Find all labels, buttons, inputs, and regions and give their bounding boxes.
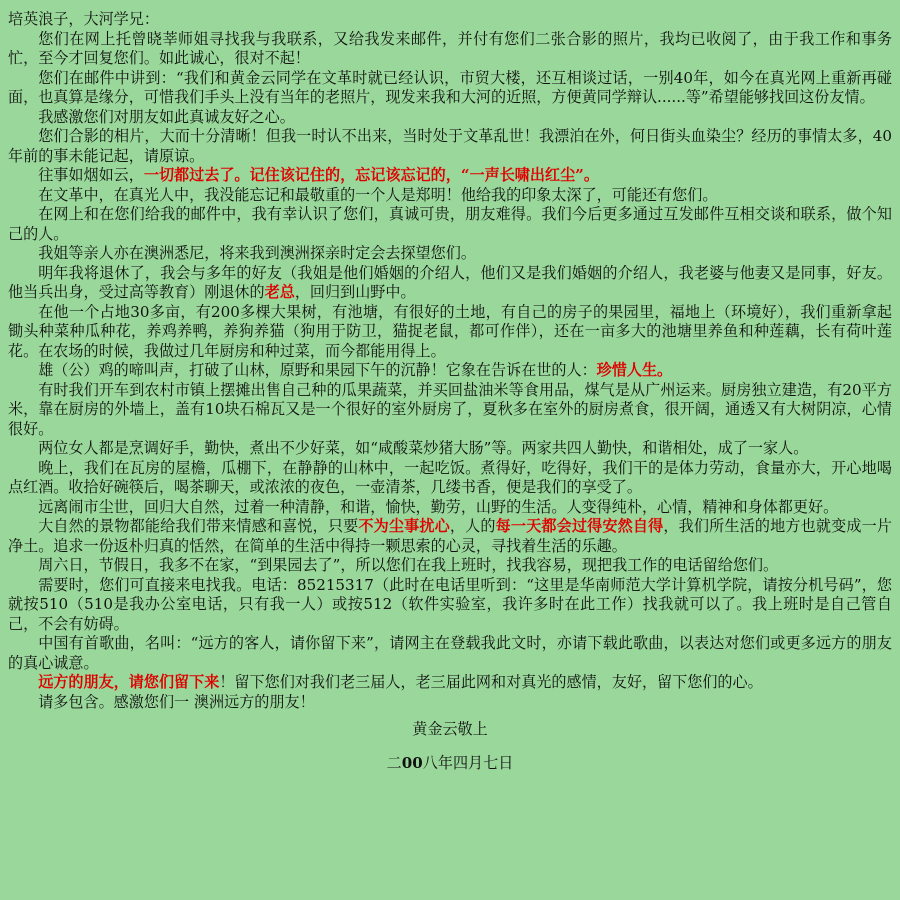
date-prefix: 二 <box>386 753 402 772</box>
paragraph-text: ！留下您们对我们老三届人，老三届此网和对真光的感情，友好，留下您们的心。 <box>219 673 763 691</box>
highlighted-text: 远方的朋友，请您们留下来 <box>38 673 220 691</box>
paragraph <box>8 361 892 381</box>
paragraph-text: 中国有首歌曲，名叫：“远方的客人，请你留下来”，请网主在登载我此文时，亦请下载此歌曲，以表达对您们或更多远方的朋友的真心诚意。 <box>8 634 892 672</box>
paragraph <box>8 30 892 69</box>
highlighted-text: 老总 <box>264 283 295 301</box>
signature: 黄金云敬上 <box>412 720 488 738</box>
paragraph-text: 明年我将退休了，我会与多年的好友（我姐是他们婚姻的介绍人，他们又是我们婚姻的介绍人，我老婆与他妻又是同事，好友。他当兵出身，受过高等教育）刚退休的 <box>8 263 892 301</box>
highlighted-text: 不为尘事扰心 <box>358 517 450 535</box>
paragraph-text: 我感激您们对朋友如此真诚友好之心。 <box>38 107 295 126</box>
paragraph-text: 两位女人都是烹调好手，勤快，煮出不少好菜，如“咸酸菜炒猪大肠”等。两家共四人勤快，和谐相处，成了一家人。 <box>38 439 809 457</box>
paragraph-text: 您们合影的相片，大而十分清晰！但我一时认不出来，当时处于文革乱世！我漂泊在外，何日街头血染尘？经历的事情太多，40年前的事未能记起，请原谅。 <box>8 127 892 165</box>
paragraph <box>8 264 892 303</box>
highlighted-text: 珍惜人生。 <box>596 361 673 379</box>
date-zeros: 00 <box>401 753 423 772</box>
paragraph <box>8 673 892 693</box>
paragraph-text: 您们在邮件中讲到：“我们和黄金云同学在文革时就已经认识，市贸大楼，还互相谈过话，一别40年，如今在真光网上重新再碰面，也真算是缘分，可惜我们手头上没有当年的老照片，现发来我和大河的近照，方便黄同学辩认......等”希望能够找回这份友情。 <box>8 68 892 106</box>
paragraph-text: 请多包含。感激您们一 澳洲远方的朋友！ <box>38 692 315 711</box>
paragraph-text: 需要时，您们可直接来电找我。电话：85215317（此时在电话里听到：“这里是华南师范大学计算机学院，请按分机号码”，您就按510（510是我办公室电话，只有我一人）或按512（软件实验室，我许多时在此工作）找我就可以了。我上班时是自己管自己，不会有妨碍。 <box>8 575 892 633</box>
highlighted-text: 一切都过去了。记住该记住的，忘记该忘记的，“一声长啸出红尘”。 <box>143 166 599 184</box>
letter-paragraphs <box>8 30 892 713</box>
letter-date <box>8 754 892 774</box>
paragraph <box>8 556 892 576</box>
paragraph <box>8 166 892 186</box>
paragraph-text: ，人的 <box>449 517 496 535</box>
paragraph-text: 您们在网上托曾晓莘师姐寻找我与我联系，又给我发来邮件，并付有您们二张合影的照片，我均已收阅了，由于我工作和事务忙，至今才回复您们。如此诚心，很对不起！ <box>8 29 892 67</box>
paragraph-text: 雄（公）鸡的啼叫声，打破了山林，原野和果园下午的沉静！它象在告诉在世的人： <box>38 361 597 379</box>
letter-body <box>8 10 892 773</box>
paragraph-text: 往事如烟如云， <box>38 166 144 184</box>
paragraph-text: 晚上，我们在瓦房的屋檐，瓜棚下，在静静的山林中，一起吃饭。煮得好，吃得好，我们干的是体力劳动，食量亦大，开心地喝点红酒。收拾好碗筷后，喝茶聊天，或浓浓的夜色，一壶清茶，几缕书香，便是我们的享受了。 <box>8 458 892 496</box>
paragraph <box>8 127 892 166</box>
date-suffix: 八年四月七日 <box>422 753 514 772</box>
paragraph-text: 大自然的景物都能给我们带来情感和喜悦，只要 <box>38 517 359 535</box>
paragraph <box>8 69 892 108</box>
paragraph <box>8 459 892 498</box>
paragraph-text: 在文革中，在真光人中，我没能忘记和最敬重的一个人是郑明！他给我的印象太深了，可能还有您们。 <box>38 185 718 204</box>
paragraph <box>8 634 892 673</box>
paragraph-text: 远离闹市尘世，回归大自然，过着一种清静，和谐，愉快，勤劳，山野的生活。人变得纯朴，心情，精神和身体都更好。 <box>38 497 839 516</box>
highlighted-text: 每一天都会过得安然自得 <box>495 517 664 535</box>
paragraph <box>8 205 892 244</box>
paragraph <box>8 576 892 635</box>
paragraph <box>8 498 892 518</box>
paragraph-text: ，回归到山野中。 <box>294 283 416 301</box>
paragraph <box>8 303 892 362</box>
paragraph-text: 周六日，节假日，我多不在家，“到果园去了”，所以您们在我上班时，找我容易，现把我工作的电话留给您们。 <box>38 556 779 574</box>
paragraph-text: 我姐等亲人亦在澳洲悉尼，将来我到澳洲探亲时定会去探望您们。 <box>38 244 476 262</box>
paragraph <box>8 517 892 556</box>
paragraph-text: ，我们所生活的地方也就变成一片净土。追求一份返朴归真的恬然，在简单的生活中得持一颗思索的心灵，寻找着生活的乐趣。 <box>8 517 892 555</box>
paragraph <box>8 244 892 264</box>
salutation: 培英浪子，大河学兄： <box>8 10 159 28</box>
paragraph-text: 在他一个占地30多亩，有200多棵大果树，有池塘，有很好的土地，有自己的房子的果园里，福地上（环境好），我们重新拿起锄头种菜种瓜种花，养鸡养鸭，养狗养猫（狗用于防卫，猫捉老鼠，都可作伴），还在一亩多大的池塘里养鱼和种莲藕，长有荷叶莲花。在农场的时候，我做过几年厨房和种过菜，而今都能用得上。 <box>8 302 892 360</box>
paragraph <box>8 186 892 206</box>
paragraph <box>8 439 892 459</box>
paragraph <box>8 108 892 128</box>
paragraph <box>8 693 892 713</box>
paragraph-text: 在网上和在您们给我的邮件中，我有幸认识了您们，真诚可贵，朋友难得。我们今后更多通过互发邮件互相交谈和联系，做个知己的人。 <box>8 205 892 243</box>
paragraph-text: 有时我们开车到农村市镇上摆摊出售自己种的瓜果蔬菜，并买回盐油米等食用品，煤气是从广州运来。厨房独立建造，有20平方米，靠在厨房的外墙上，盖有10块石棉瓦又是一个很好的室外厨房了，夏秋多在室外的厨房煮食，很开阔，通透又有大树阴凉，心情很好。 <box>8 380 892 438</box>
paragraph <box>8 381 892 440</box>
